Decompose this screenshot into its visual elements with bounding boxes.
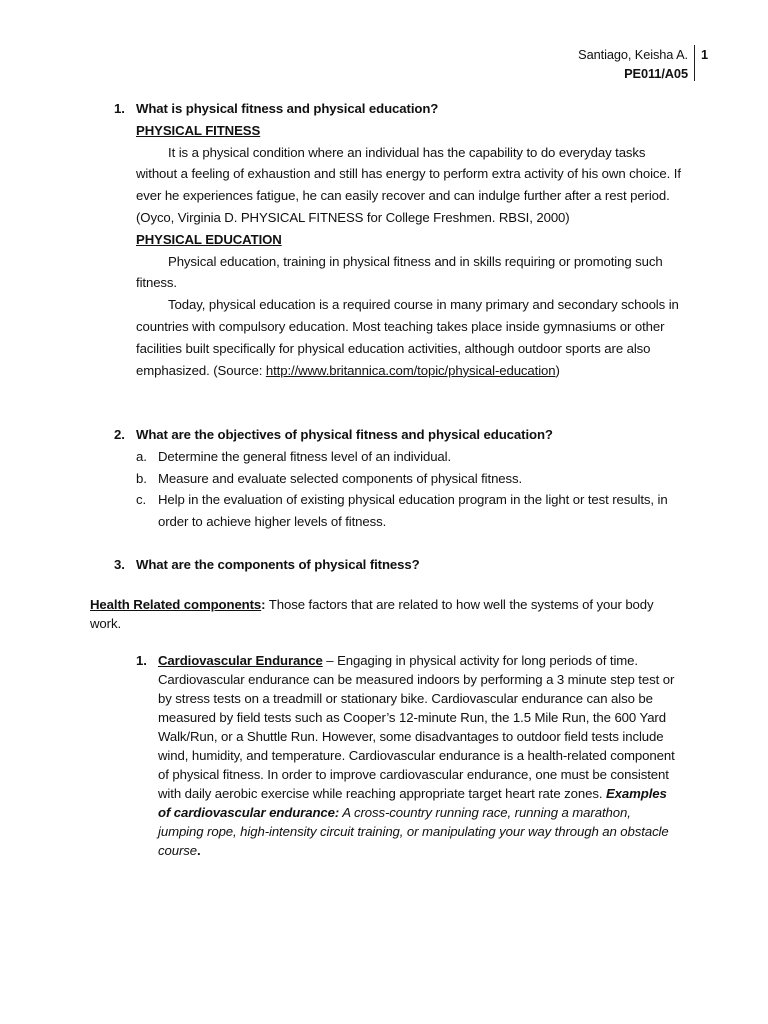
question-3-text: What are the components of physical fitness? <box>136 557 420 572</box>
course-code: PE011/A05 <box>624 66 688 81</box>
cardiovascular-end: . <box>196 843 201 858</box>
question-1 <box>114 98 684 120</box>
question-2 <box>114 424 684 446</box>
cardiovascular-term: Cardiovascular Endurance <box>158 653 323 668</box>
question-3-section <box>114 554 684 576</box>
physical-education-heading: PHYSICAL EDUCATION <box>136 231 282 247</box>
list-item <box>136 468 684 490</box>
physical-education-text-1: Physical education, training in physical fitness and in skills requiring or promoting such fitness. <box>136 253 663 291</box>
source-close-paren: ) <box>555 362 560 378</box>
page-header <box>578 45 708 83</box>
cardiovascular-item <box>136 651 678 860</box>
physical-fitness-text: It is a physical condition where an individual has the capability to do everyday tasks without a feeling of exhaustion and still has energy to perform extra activity of his own choice. If ever he experiences fatigue, he can easily recover and can indulge further after a rest period. (Oyco, Virginia D. PHYSICAL FITNESS for College Freshmen. RBSI, 2000) <box>136 144 681 225</box>
question-3 <box>114 554 684 576</box>
objectives-list <box>136 446 684 533</box>
question-2-section <box>114 424 684 533</box>
list-item <box>136 446 684 468</box>
question-3-number: 3. <box>114 557 125 572</box>
britannica-source-link[interactable]: http://www.britannica.com/topic/physical-education <box>265 362 556 378</box>
physical-fitness-heading: PHYSICAL FITNESS <box>136 122 261 138</box>
health-related-label: Health Related components <box>90 597 262 612</box>
health-related-colon: : <box>261 597 266 612</box>
cardiovascular-number: 1. <box>136 653 147 668</box>
list-item-letter: a. <box>136 448 147 464</box>
header-names <box>578 45 694 83</box>
cardiovascular-examples-label: Examples of cardiovascular endurance: <box>158 786 667 820</box>
cardiovascular-section <box>136 651 678 860</box>
question-1-number: 1. <box>114 101 125 116</box>
physical-education-text-2-body: Today, physical education is a required course in many primary and secondary schools in countries with compulsory education. Most teaching takes place inside gymnasiums or other facilities built specifically for physical education activities, although outdoor sports are also emphasized. (Source: <box>136 297 679 378</box>
question-1-text: What is physical fitness and physical education? <box>136 101 439 116</box>
question-1-section <box>114 98 684 381</box>
list-item-letter: b. <box>136 470 147 486</box>
list-item-letter: c. <box>136 492 147 508</box>
health-related-paragraph <box>90 595 662 633</box>
question-2-text: What are the objectives of physical fitness and physical education? <box>136 427 553 442</box>
page-number: 1 <box>694 45 708 81</box>
list-item-text: Help in the evaluation of existing physical education program in the light or test results, in order to achieve higher levels of fitness. <box>158 492 668 530</box>
question-2-number: 2. <box>114 427 125 442</box>
list-item-text: Measure and evaluate selected components of physical fitness. <box>158 470 523 486</box>
cardiovascular-examples-text: A cross-country running race, running a marathon, jumping rope, high-intensity circuit training, or manipulating your way through an obstacle course <box>158 805 669 858</box>
author-name: Santiago, Keisha A. <box>578 47 688 62</box>
health-related-text: Those factors that are related to how well the systems of your body work. <box>90 597 654 631</box>
list-item-text: Determine the general fitness level of an individual. <box>158 448 452 464</box>
list-item <box>136 489 684 533</box>
cardiovascular-text: – Engaging in physical activity for long periods of time. Cardiovascular endurance can be measured indoors by performing a 3 minute step test or by stress tests on a treadmill or stationary bike. Cardiovascular endurance can also be measured by field tests such as Cooper’s 12-minute Run, the 1.5 Mile Run, the 600 Yard Walk/Run, or a Shuttle Run. However, some disadvantages to outdoor field tests include wind, humidity, and temperature. Cardiovascular endurance is a health-related component of physical fitness. In order to improve cardiovascular endurance, one must be consistent with daily aerobic exercise while reaching appropriate target heart rate zones. <box>158 653 675 801</box>
physical-education-text-2 <box>136 294 684 381</box>
